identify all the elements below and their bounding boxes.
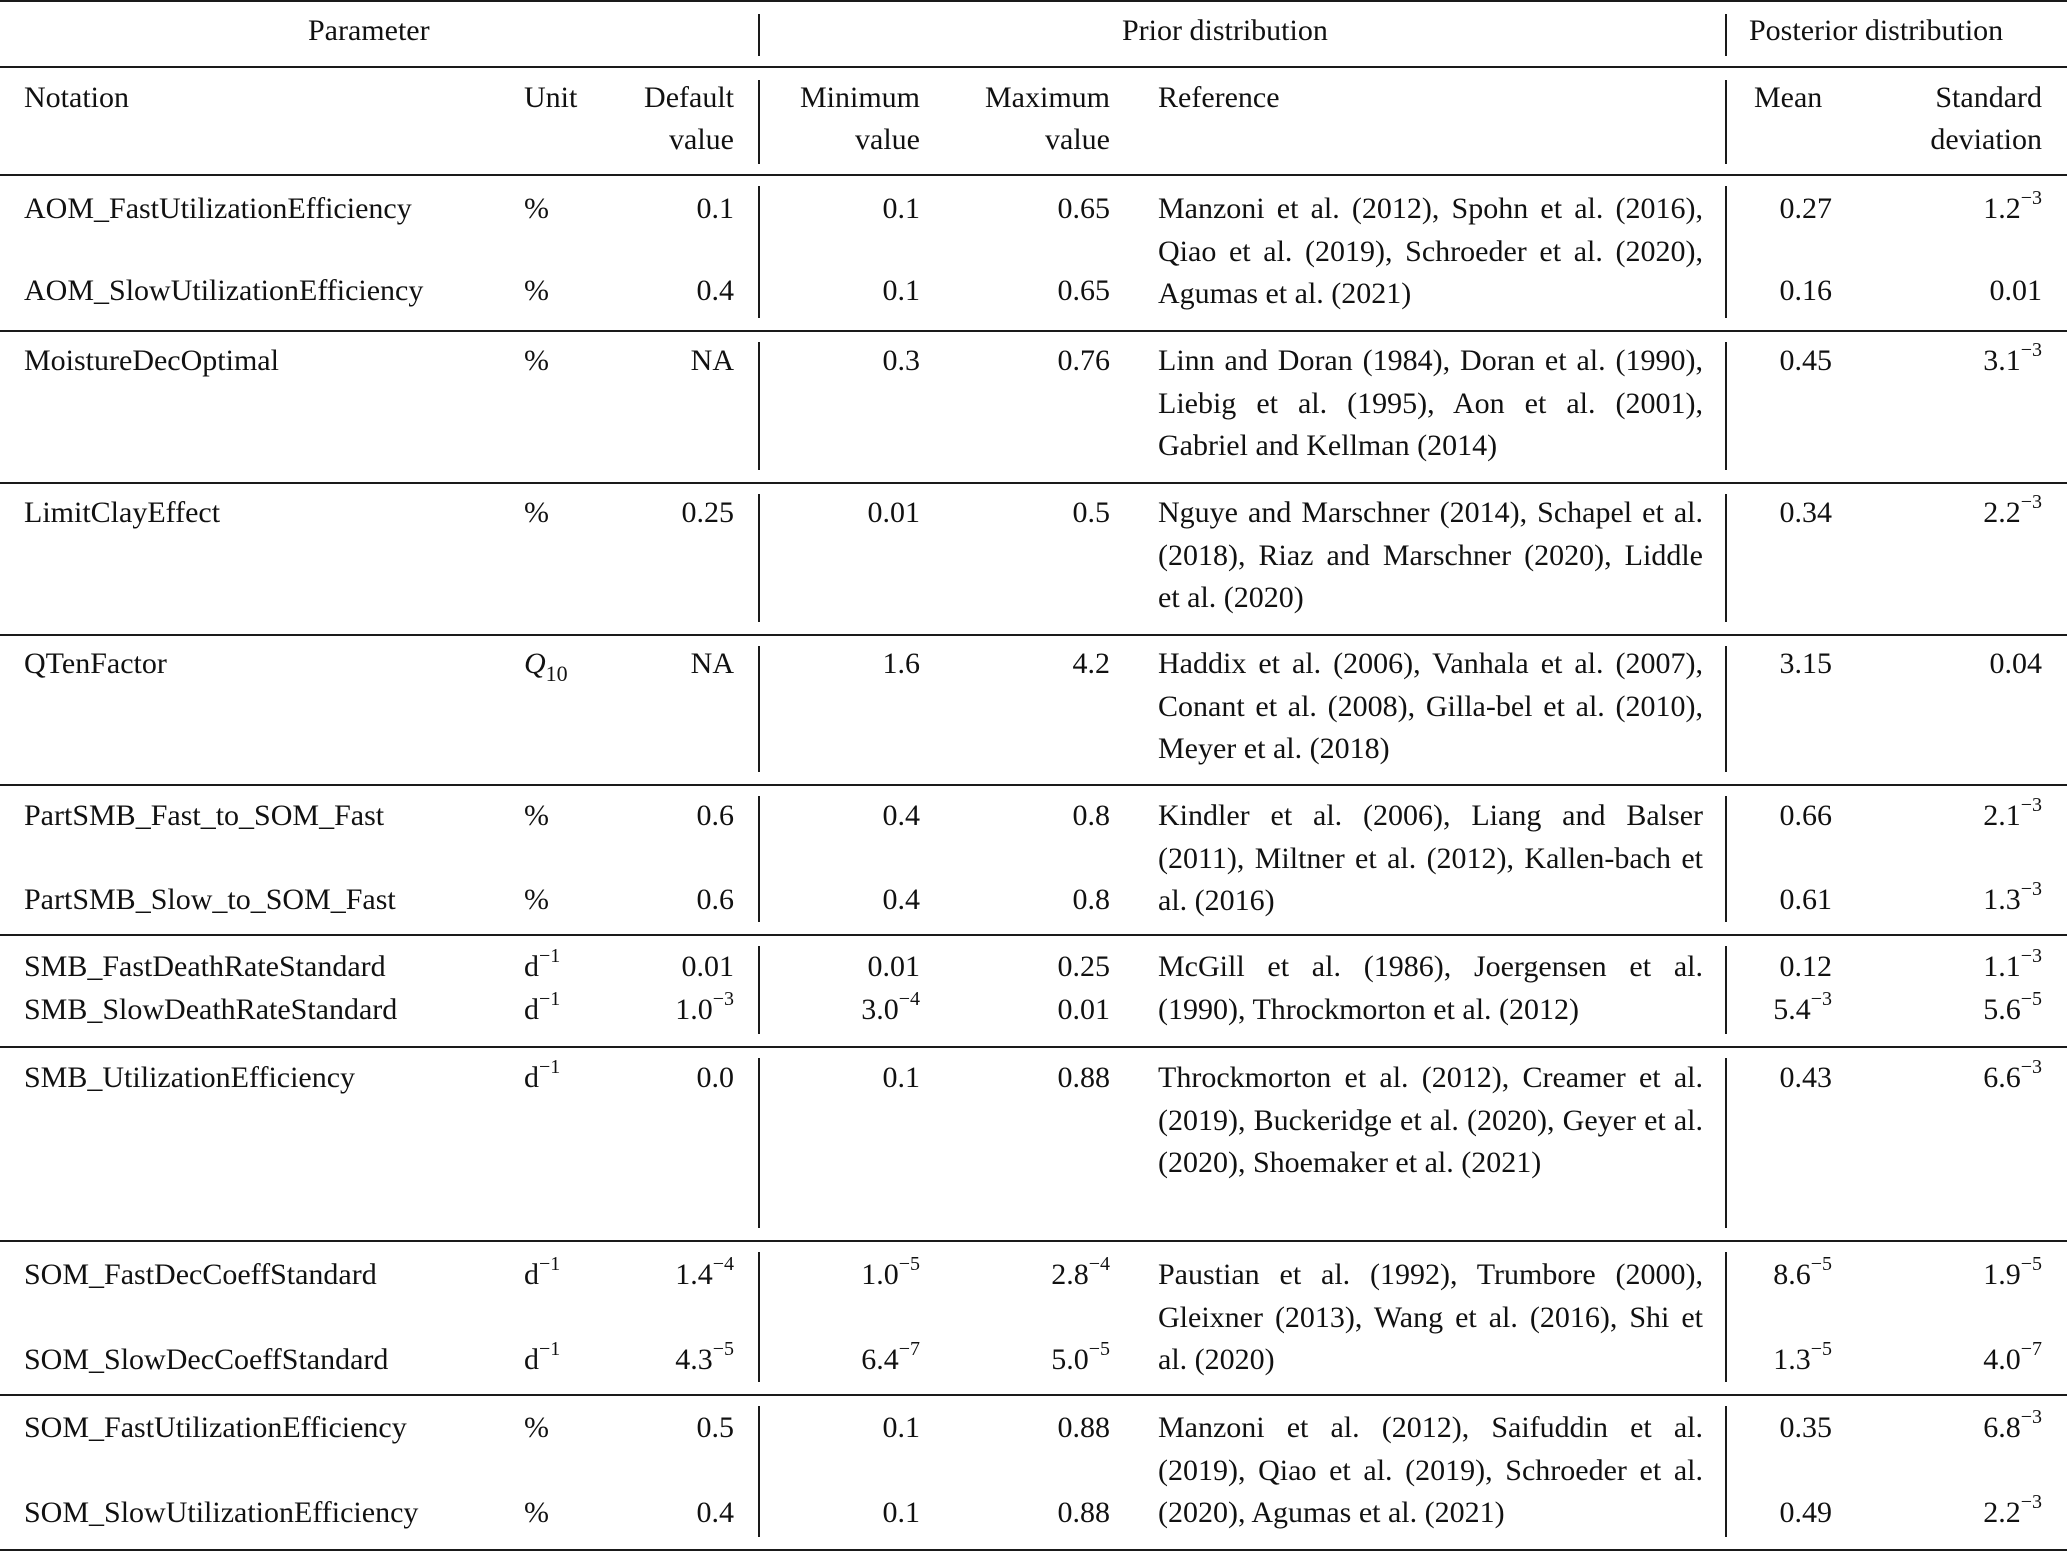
minimum-value-cell-value: 0.1 — [882, 1496, 920, 1529]
notation-cell: AOM_FastUtilizationEfficiency — [24, 192, 412, 225]
unit-cell — [524, 1057, 560, 1102]
header-group-prior: Prior distribution — [1122, 14, 1328, 47]
default-value-cell-value: 1.4 — [675, 1258, 713, 1291]
reference-cell: Linn and Doran (1984), Doran et al. (1990), Liebig et al. (1995), Aon et al. (2001), Gabriel and Kellman (2014) — [1158, 344, 1703, 462]
posterior-sd-cell-exponent: −3 — [2020, 1056, 2042, 1078]
unit-cell — [524, 1254, 560, 1299]
default-value-cell-exponent: −4 — [712, 1253, 734, 1275]
default-value-cell — [600, 879, 734, 921]
posterior-mean-cell — [1740, 989, 1832, 1034]
maximum-value-cell-exponent: −4 — [1088, 1253, 1110, 1275]
posterior-sd-cell-exponent: −3 — [2020, 1491, 2042, 1513]
column-divider — [1725, 1252, 1727, 1382]
posterior-mean-cell — [1740, 340, 1832, 382]
posterior-sd-cell-value: 2.2 — [1983, 1496, 2021, 1529]
unit-cell-exponent: −1 — [539, 988, 561, 1010]
maximum-value-cell-value: 0.8 — [1072, 883, 1110, 916]
default-value-cell — [600, 1254, 734, 1299]
posterior-sd-cell — [1850, 270, 2042, 312]
posterior-sd-cell — [1850, 795, 2042, 840]
maximum-value-cell-value: 0.65 — [1057, 274, 1110, 307]
minimum-value-cell — [770, 340, 920, 382]
posterior-mean-cell-value: 0.43 — [1779, 1061, 1832, 1094]
posterior-sd-cell — [1850, 643, 2042, 685]
default-value-cell — [600, 989, 734, 1034]
maximum-value-cell-value: 0.25 — [1057, 950, 1110, 983]
posterior-mean-cell-value: 5.4 — [1773, 993, 1811, 1026]
notation-cell: LimitClayEffect — [24, 496, 221, 529]
minimum-value-cell-value: 0.1 — [882, 1411, 920, 1444]
posterior-mean-cell-value: 0.35 — [1779, 1411, 1832, 1444]
minimum-value-cell — [770, 1339, 920, 1384]
unit-cell-exponent: −1 — [539, 1253, 561, 1275]
minimum-value-cell-value: 0.4 — [882, 799, 920, 832]
column-divider — [1725, 1058, 1727, 1228]
column-divider — [758, 1252, 760, 1382]
default-value-cell-exponent: −5 — [712, 1338, 734, 1360]
posterior-sd-cell — [1850, 1339, 2042, 1384]
posterior-sd-cell — [1850, 1492, 2042, 1537]
default-value-cell-value: 0.4 — [696, 274, 734, 307]
column-divider — [758, 1058, 760, 1228]
posterior-mean-cell — [1740, 795, 1832, 837]
posterior-mean-cell-value: 1.3 — [1773, 1343, 1811, 1376]
default-value-cell-exponent: −3 — [712, 988, 734, 1010]
minimum-value-cell — [770, 946, 920, 988]
group-rule — [0, 1394, 2067, 1396]
default-value-cell-value: 0.4 — [696, 1496, 734, 1529]
posterior-sd-cell-value: 2.2 — [1983, 496, 2021, 529]
default-value-cell-value: 0.1 — [696, 192, 734, 225]
posterior-mean-cell-value: 0.66 — [1779, 799, 1832, 832]
column-divider — [1725, 1406, 1727, 1537]
notation-cell: PartSMB_Slow_to_SOM_Fast — [24, 883, 396, 916]
minimum-value-cell-value: 0.1 — [882, 192, 920, 225]
default-value-cell — [600, 492, 734, 534]
posterior-mean-cell-value: 0.27 — [1779, 192, 1832, 225]
group-rule — [0, 784, 2067, 786]
unit-cell-value: d — [524, 950, 539, 983]
maximum-value-cell — [950, 1492, 1110, 1534]
posterior-sd-cell-value: 0.01 — [1989, 274, 2042, 307]
posterior-mean-cell-value: 0.61 — [1779, 883, 1832, 916]
default-value-cell — [600, 946, 734, 988]
maximum-value-cell — [950, 492, 1110, 534]
unit-cell — [524, 340, 549, 382]
posterior-mean-cell — [1740, 492, 1832, 534]
minimum-value-cell-value: 0.01 — [867, 496, 920, 529]
column-divider — [1725, 946, 1727, 1034]
notation-cell: MoistureDecOptimal — [24, 344, 279, 377]
column-divider — [758, 646, 760, 772]
header-group-parameter: Parameter — [308, 14, 430, 47]
posterior-sd-cell — [1850, 1057, 2042, 1102]
minimum-value-cell — [770, 270, 920, 312]
unit-cell-value: % — [524, 274, 549, 307]
column-divider — [758, 796, 760, 922]
maximum-value-cell — [950, 1057, 1110, 1099]
posterior-mean-cell — [1740, 1057, 1832, 1099]
posterior-mean-cell — [1740, 270, 1832, 312]
minimum-value-cell-exponent: −4 — [898, 988, 920, 1010]
group-rule — [0, 634, 2067, 636]
maximum-value-cell-value: 4.2 — [1072, 647, 1110, 680]
maximum-value-cell — [950, 340, 1110, 382]
maximum-value-cell — [950, 946, 1110, 988]
maximum-value-cell-value: 5.0 — [1051, 1343, 1089, 1376]
default-value-cell — [600, 1339, 734, 1384]
maximum-value-cell — [950, 270, 1110, 312]
default-value-cell-value: 4.3 — [675, 1343, 713, 1376]
unit-cell-subscript: 10 — [545, 661, 568, 686]
minimum-value-cell — [770, 188, 920, 230]
minimum-value-cell — [770, 879, 920, 921]
reference-cell: Paustian et al. (1992), Trumbore (2000), Gleixner (2013), Wang et al. (2016), Shi et al. (2020) — [1158, 1258, 1703, 1376]
minimum-value-cell-value: 3.0 — [861, 993, 899, 1026]
maximum-value-cell — [950, 795, 1110, 837]
posterior-mean-cell — [1740, 879, 1832, 921]
default-value-cell-value: 0.6 — [696, 883, 734, 916]
minimum-value-cell-value: 1.6 — [882, 647, 920, 680]
posterior-sd-cell-exponent: −3 — [2020, 339, 2042, 361]
default-value-cell-value: 0.6 — [696, 799, 734, 832]
unit-cell-value: d — [524, 1343, 539, 1376]
posterior-sd-cell-value: 1.2 — [1983, 192, 2021, 225]
posterior-mean-cell-value: 0.12 — [1779, 950, 1832, 983]
default-value-cell — [600, 643, 734, 685]
col-header-min: Minimum — [799, 81, 920, 114]
notation-cell: SOM_SlowUtilizationEfficiency — [24, 1496, 419, 1529]
col-header-notation: Notation — [24, 81, 129, 114]
minimum-value-cell — [770, 1492, 920, 1534]
column-divider — [758, 1406, 760, 1537]
minimum-value-cell — [770, 1407, 920, 1449]
reference-cell: Manzoni et al. (2012), Saifuddin et al. (2019), Qiao et al. (2019), Schroeder et al. (2020), Agumas et al. (2021) — [1158, 1411, 1703, 1529]
minimum-value-cell-value: 0.3 — [882, 344, 920, 377]
posterior-sd-cell — [1850, 1407, 2042, 1452]
posterior-sd-cell-value: 5.6 — [1983, 993, 2021, 1026]
maximum-value-cell-value: 0.5 — [1072, 496, 1110, 529]
maximum-value-cell — [950, 188, 1110, 230]
minimum-value-cell — [770, 989, 920, 1034]
default-value-cell — [600, 340, 734, 382]
notation-cell: PartSMB_Fast_to_SOM_Fast — [24, 799, 385, 832]
column-divider — [758, 494, 760, 622]
notation-cell: QTenFactor — [24, 647, 167, 680]
notation-cell: SOM_FastUtilizationEfficiency — [24, 1411, 407, 1444]
unit-cell — [524, 492, 549, 534]
default-value-cell-value: NA — [690, 647, 734, 680]
posterior-sd-cell-exponent: −3 — [2020, 187, 2042, 209]
minimum-value-cell-value: 0.1 — [882, 274, 920, 307]
minimum-value-cell-value: 6.4 — [861, 1343, 899, 1376]
maximum-value-cell — [950, 1339, 1110, 1384]
unit-cell-exponent: −1 — [539, 1056, 561, 1078]
unit-cell — [524, 188, 549, 230]
column-divider — [1725, 186, 1727, 318]
unit-cell — [524, 946, 560, 991]
unit-cell-value: % — [524, 344, 549, 377]
posterior-mean-cell-value: 0.16 — [1779, 274, 1832, 307]
posterior-sd-cell-value: 3.1 — [1983, 344, 2021, 377]
maximum-value-cell-value: 0.88 — [1057, 1061, 1110, 1094]
posterior-mean-cell-exponent: −5 — [1810, 1338, 1832, 1360]
posterior-sd-cell — [1850, 879, 2042, 924]
header-divider — [1725, 80, 1727, 164]
posterior-mean-cell-value: 3.15 — [1779, 647, 1832, 680]
group-rule — [0, 1046, 2067, 1048]
unit-cell-value: % — [524, 799, 549, 832]
col-header-sd-line2: deviation — [1930, 123, 2042, 156]
posterior-sd-cell — [1850, 492, 2042, 537]
notation-cell: SOM_FastDecCoeffStandard — [24, 1258, 377, 1291]
col-header-max: Maximum — [985, 81, 1110, 114]
minimum-value-cell-value: 0.4 — [882, 883, 920, 916]
posterior-mean-cell — [1740, 1407, 1832, 1449]
posterior-mean-cell — [1740, 1339, 1832, 1384]
header-divider — [758, 80, 760, 164]
reference-cell: Nguye and Marschner (2014), Schapel et al. (2018), Riaz and Marschner (2020), Liddle et al. (2020) — [1158, 496, 1703, 614]
maximum-value-cell — [950, 1254, 1110, 1299]
group-rule — [0, 1549, 2067, 1551]
column-divider — [1725, 342, 1727, 470]
maximum-value-cell-value: 0.01 — [1057, 993, 1110, 1026]
unit-cell-value: d — [524, 1258, 539, 1291]
maximum-value-cell-value: 0.65 — [1057, 192, 1110, 225]
default-value-cell-value: 1.0 — [675, 993, 713, 1026]
posterior-sd-cell — [1850, 340, 2042, 385]
posterior-mean-cell — [1740, 188, 1832, 230]
default-value-cell — [600, 1407, 734, 1449]
posterior-sd-cell-exponent: −5 — [2020, 1253, 2042, 1275]
unit-cell-value: d — [524, 1061, 539, 1094]
notation-cell: SMB_UtilizationEfficiency — [24, 1061, 356, 1094]
default-value-cell-value: 0.5 — [696, 1411, 734, 1444]
default-value-cell-value: 0.0 — [696, 1061, 734, 1094]
column-divider — [758, 186, 760, 318]
notation-cell: SMB_SlowDeathRateStandard — [24, 993, 398, 1026]
reference-cell: McGill et al. (1986), Joergensen et al. (1990), Throckmorton et al. (2012) — [1158, 950, 1703, 1026]
default-value-cell-value: 0.01 — [681, 950, 734, 983]
unit-cell-exponent: −1 — [539, 1338, 561, 1360]
reference-cell: Manzoni et al. (2012), Spohn et al. (2016), Qiao et al. (2019), Schroeder et al. (2020), Agumas et al. (2021) — [1158, 192, 1703, 310]
posterior-sd-cell-exponent: −5 — [2020, 988, 2042, 1010]
minimum-value-cell-value: 0.1 — [882, 1061, 920, 1094]
unit-cell — [524, 643, 568, 687]
posterior-mean-cell-value: 0.49 — [1779, 1496, 1832, 1529]
notation-cell: SOM_SlowDecCoeffStandard — [24, 1343, 389, 1376]
posterior-sd-cell-exponent: −3 — [2020, 878, 2042, 900]
unit-cell-value: Q — [524, 647, 546, 680]
column-divider — [1725, 796, 1727, 922]
unit-cell — [524, 989, 560, 1034]
header-group-posterior: Posterior distribution — [1749, 14, 2004, 47]
header-divider — [1725, 14, 1727, 56]
posterior-sd-cell-value: 0.04 — [1989, 647, 2042, 680]
unit-cell-exponent: −1 — [539, 945, 561, 967]
reference-cell: Haddix et al. (2006), Vanhala et al. (2007), Conant et al. (2008), Gilla-bel et al. (2010), Meyer et al. (2018) — [1158, 647, 1703, 765]
col-header-reference: Reference — [1158, 81, 1280, 114]
maximum-value-cell-value: 0.8 — [1072, 799, 1110, 832]
unit-cell — [524, 1492, 549, 1534]
maximum-value-cell — [950, 989, 1110, 1031]
posterior-sd-cell-exponent: −3 — [2020, 1406, 2042, 1428]
unit-cell — [524, 879, 549, 921]
minimum-value-cell — [770, 795, 920, 837]
posterior-sd-cell-value: 6.8 — [1983, 1411, 2021, 1444]
posterior-sd-cell-exponent: −3 — [2020, 945, 2042, 967]
minimum-value-cell-exponent: −7 — [898, 1338, 920, 1360]
posterior-sd-cell-exponent: −3 — [2020, 491, 2042, 513]
posterior-sd-cell-exponent: −7 — [2020, 1338, 2042, 1360]
minimum-value-cell-exponent: −5 — [898, 1253, 920, 1275]
col-header-min-line2: value — [855, 123, 920, 156]
maximum-value-cell-value: 0.88 — [1057, 1496, 1110, 1529]
group-rule — [0, 482, 2067, 484]
posterior-sd-cell-value: 2.1 — [1983, 799, 2021, 832]
posterior-mean-cell — [1740, 643, 1832, 685]
default-value-cell — [600, 795, 734, 837]
column-divider — [758, 946, 760, 1034]
default-value-cell-value: NA — [690, 344, 734, 377]
posterior-mean-cell — [1740, 946, 1832, 988]
posterior-sd-cell-exponent: −3 — [2020, 794, 2042, 816]
posterior-sd-cell-value: 4.0 — [1983, 1343, 2021, 1376]
column-divider — [1725, 494, 1727, 622]
group-rule — [0, 330, 2067, 332]
notation-cell: SMB_FastDeathRateStandard — [24, 950, 386, 983]
posterior-sd-cell — [1850, 188, 2042, 233]
default-value-cell — [600, 1492, 734, 1534]
unit-cell-value: % — [524, 883, 549, 916]
posterior-mean-cell-value: 0.45 — [1779, 344, 1832, 377]
posterior-mean-cell-value: 8.6 — [1773, 1258, 1811, 1291]
posterior-sd-cell-value: 1.9 — [1983, 1258, 2021, 1291]
maximum-value-cell-value: 2.8 — [1051, 1258, 1089, 1291]
posterior-mean-cell-exponent: −5 — [1810, 1253, 1832, 1275]
posterior-sd-cell-value: 1.1 — [1983, 950, 2021, 983]
maximum-value-cell-value: 0.88 — [1057, 1411, 1110, 1444]
unit-cell-value: % — [524, 1411, 549, 1444]
maximum-value-cell — [950, 1407, 1110, 1449]
col-header-mean: Mean — [1754, 81, 1823, 114]
maximum-value-cell — [950, 643, 1110, 685]
col-header-max-line2: value — [1045, 123, 1110, 156]
unit-cell — [524, 270, 549, 312]
col-header-default-line2: value — [669, 123, 734, 156]
group-rule — [0, 1240, 2067, 1242]
maximum-value-cell — [950, 879, 1110, 921]
minimum-value-cell — [770, 1057, 920, 1099]
unit-cell-value: d — [524, 993, 539, 1026]
minimum-value-cell-value: 0.01 — [867, 950, 920, 983]
minimum-value-cell — [770, 492, 920, 534]
posterior-sd-cell — [1850, 946, 2042, 991]
maximum-value-cell-value: 0.76 — [1057, 344, 1110, 377]
col-header-default: Default — [644, 81, 734, 114]
unit-cell — [524, 1339, 560, 1384]
header-rule — [0, 66, 2067, 68]
unit-cell-value: % — [524, 192, 549, 225]
col-header-unit: Unit — [524, 81, 578, 114]
header-bottom-rule — [0, 174, 2067, 176]
default-value-cell — [600, 270, 734, 312]
default-value-cell — [600, 1057, 734, 1099]
column-divider — [758, 342, 760, 470]
minimum-value-cell-value: 1.0 — [861, 1258, 899, 1291]
posterior-mean-cell — [1740, 1254, 1832, 1299]
minimum-value-cell — [770, 643, 920, 685]
unit-cell-value: % — [524, 1496, 549, 1529]
posterior-sd-cell — [1850, 1254, 2042, 1299]
unit-cell-value: % — [524, 496, 549, 529]
top-rule — [0, 0, 2067, 2]
posterior-mean-cell-value: 0.34 — [1779, 496, 1832, 529]
reference-cell: Kindler et al. (2006), Liang and Balser (2011), Miltner et al. (2012), Kallen-bach et al. (2016) — [1158, 799, 1703, 917]
default-value-cell — [600, 188, 734, 230]
posterior-sd-cell-value: 6.6 — [1983, 1061, 2021, 1094]
default-value-cell-value: 0.25 — [681, 496, 734, 529]
posterior-mean-cell-exponent: −3 — [1810, 988, 1832, 1010]
unit-cell — [524, 795, 549, 837]
reference-cell: Throckmorton et al. (2012), Creamer et al. (2019), Buckeridge et al. (2020), Geyer et al. (2020), Shoemaker et al. (2021) — [1158, 1061, 1703, 1179]
notation-cell: AOM_SlowUtilizationEfficiency — [24, 274, 424, 307]
posterior-sd-cell — [1850, 989, 2042, 1034]
column-divider — [1725, 646, 1727, 772]
col-header-sd: Standard — [1935, 81, 2042, 114]
posterior-sd-cell-value: 1.3 — [1983, 883, 2021, 916]
unit-cell — [524, 1407, 549, 1449]
posterior-mean-cell — [1740, 1492, 1832, 1534]
header-divider — [758, 14, 760, 56]
group-rule — [0, 934, 2067, 936]
minimum-value-cell — [770, 1254, 920, 1299]
maximum-value-cell-exponent: −5 — [1088, 1338, 1110, 1360]
